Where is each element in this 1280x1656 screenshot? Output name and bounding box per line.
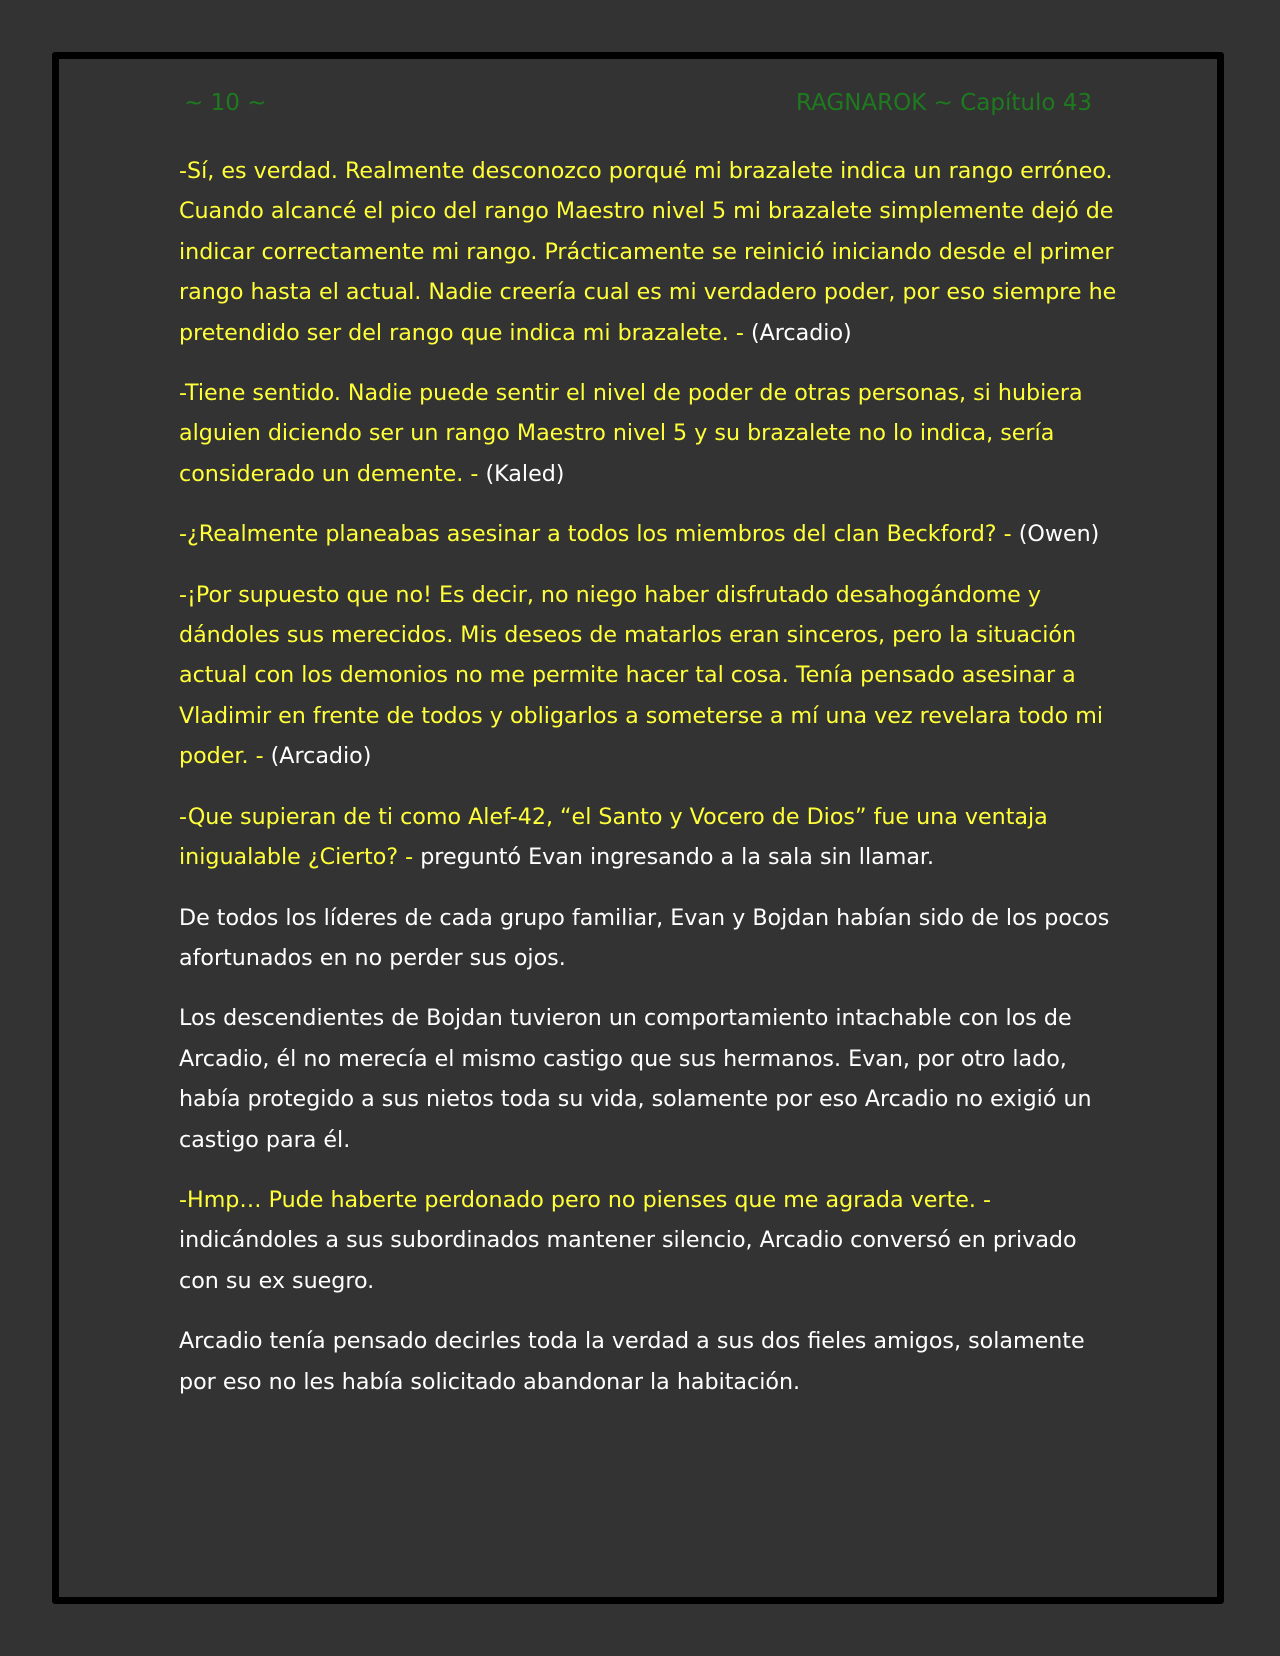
paragraph-7: [179, 998, 1119, 1160]
dialogue-text: -¡Por supuesto que no! Es decir, no niego haber disfrutado desahogándome y dándoles sus merecidos. Mis deseos de matarlos eran sinceros, pero la situación actual con los demonios no me permite hacer tal cosa. Tenía pensado asesinar a Vladimir en frente de todos y obligarlos a someterse a mí una vez revelara todo mi poder. -: [179, 581, 1103, 770]
dialogue-text: -Sí, es verdad. Realmente desconozco porqué mi brazalete indica un rango erróneo. Cuando alcancé el pico del rango Maestro nivel 5 mi brazalete simplemente dejó de indicar correctamente mi rango. Prácticamente se reinició iniciando desde el primer rango hasta el actual. Nadie creería cual es mi verdadero poder, por eso siempre he pretendido ser del rango que indica mi brazalete. -: [179, 158, 1117, 346]
page-frame: [52, 52, 1224, 1604]
narration-text: indicándoles a sus subordinados mantener silencio, Arcadio conversó en privado con su ex suegro.: [179, 1227, 1077, 1294]
paragraph-6: [179, 898, 1119, 979]
running-title: RAGNAROK ~ Capítulo 43: [796, 90, 1092, 116]
dialogue-text: -Tiene sentido. Nadie puede sentir el nivel de poder de otras personas, si hubiera alguien diciendo ser un rango Maestro nivel 5 y su brazalete no lo indica, sería considerado un demente. -: [179, 380, 1083, 487]
paragraph-5: [179, 797, 1119, 878]
speaker-attribution: (Arcadio): [263, 743, 372, 770]
paragraph-3: [179, 514, 1119, 554]
narration-text: Arcadio tenía pensado decirles toda la verdad a sus dos fieles amigos, solamente por eso no les había solicitado abandonar la habitación.: [179, 1328, 1085, 1395]
paragraph-4: [179, 575, 1119, 777]
page-header: [184, 85, 1092, 121]
paragraph-9: [179, 1321, 1119, 1402]
speaker-attribution: (Kaled): [478, 460, 565, 487]
page-number: ~ 10 ~: [184, 90, 267, 116]
narration-text: De todos los líderes de cada grupo familiar, Evan y Bojdan habían sido de los pocos afortunados en no perder sus ojos.: [179, 904, 1110, 971]
paragraph-8: [179, 1180, 1119, 1301]
dialogue-text: -Que supieran de ti como Alef-42, “el Santo y Vocero de Dios” fue una ventaja inigualable ¿Cierto? -: [179, 803, 1048, 871]
paragraph-1: [179, 151, 1119, 353]
page-body: [179, 151, 1119, 1422]
speaker-attribution: (Arcadio): [743, 319, 852, 346]
dialogue-text: -¿Realmente planeabas asesinar a todos los miembros del clan Beckford? -: [179, 521, 1012, 548]
narration-text: Los descendientes de Bojdan tuvieron un comportamiento intachable con los de Arcadio, él no merecía el mismo castigo que sus hermanos. Evan, por otro lado, había protegido a sus nietos toda su vida, solamente por eso Arcadio no exigió un castigo para él.: [179, 1005, 1092, 1153]
dialogue-text: -Hmp… Pude haberte perdonado pero no pienses que me agrada verte. -: [179, 1186, 992, 1213]
paragraph-2: [179, 373, 1119, 494]
speaker-attribution: (Owen): [1011, 521, 1100, 548]
narration-text: preguntó Evan ingresando a la sala sin llamar.: [413, 844, 935, 871]
